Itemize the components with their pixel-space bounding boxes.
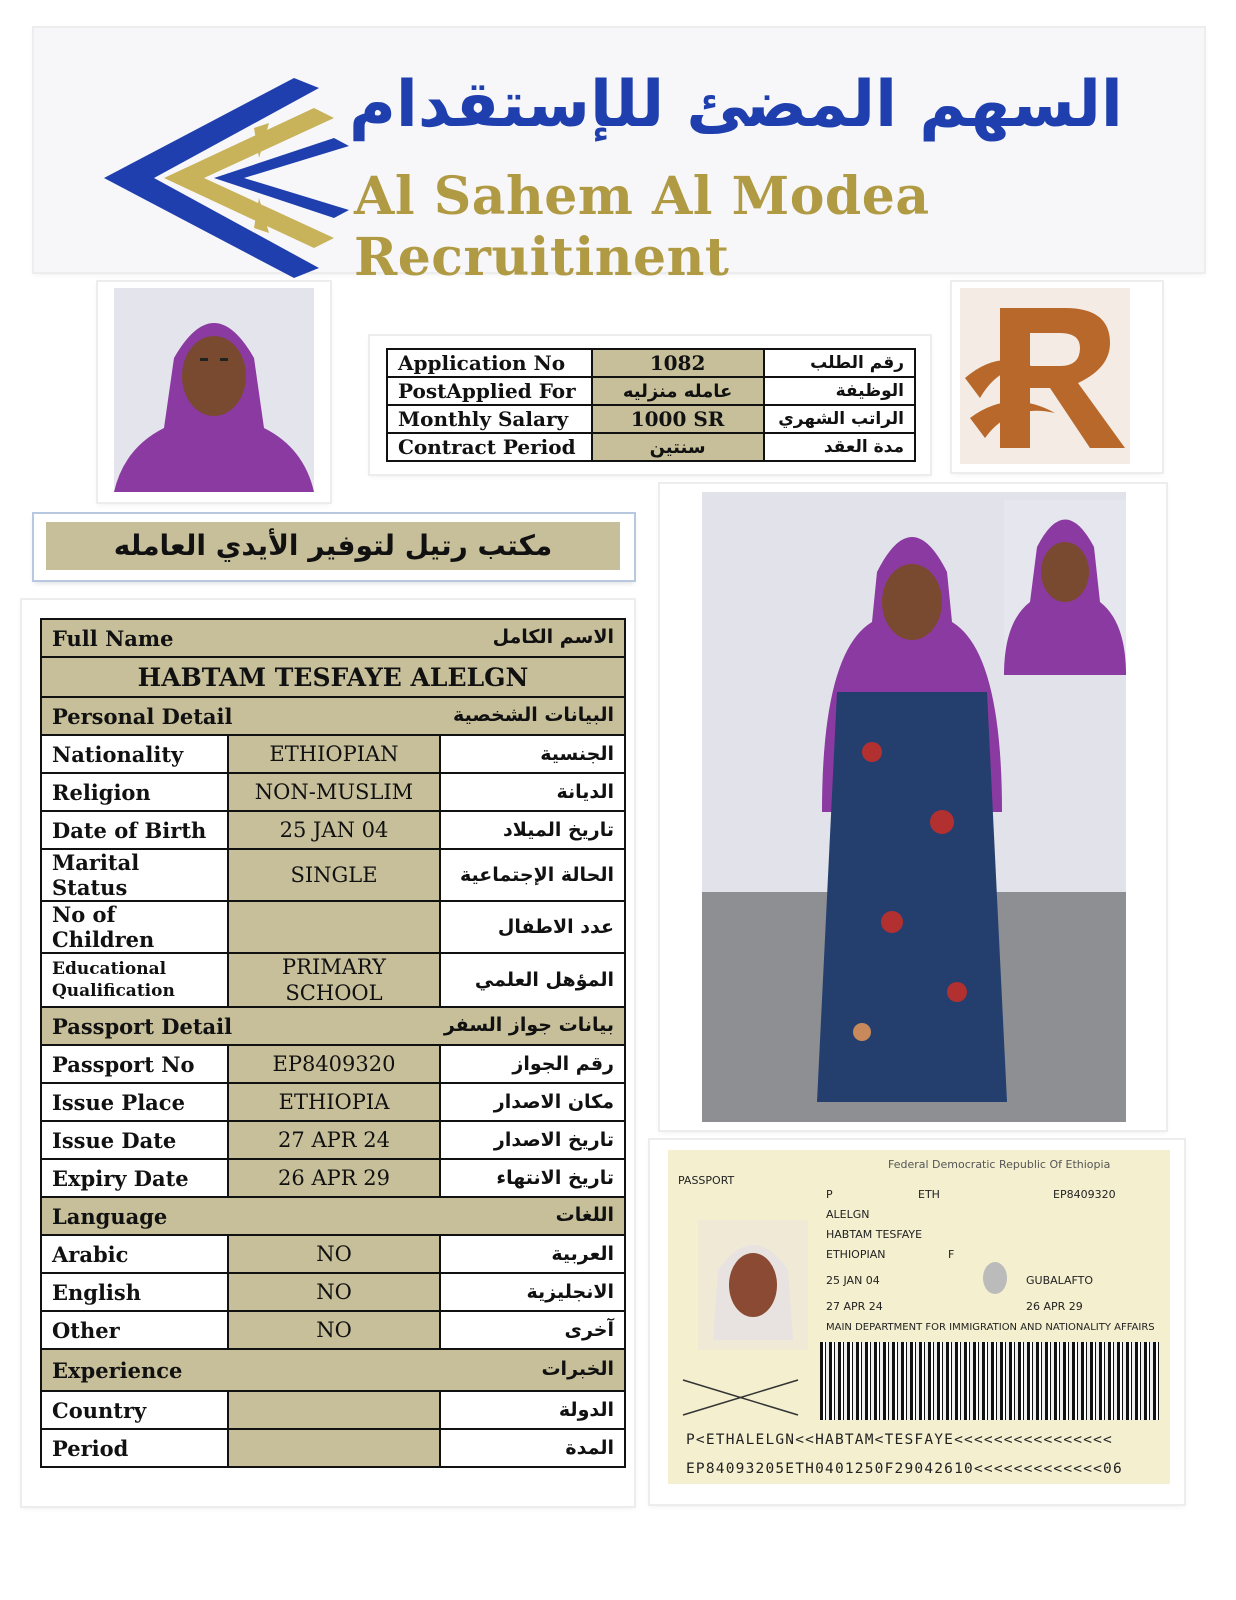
table-row <box>41 1311 625 1349</box>
passport-mrz-line1: P<ETHALELGN<<HABTAM<TESFAYE<<<<<<<<<<<<<<<< <box>686 1432 1113 1448</box>
marital-status-label: Marital Status <box>41 849 228 901</box>
religion-label: Religion <box>41 773 228 811</box>
section-header-language <box>41 1197 625 1235</box>
full-name-row <box>41 657 625 697</box>
candidate-portrait-frame <box>98 282 330 502</box>
post-applied-value: عامله منزليه <box>592 377 764 405</box>
passport-ghost-photo <box>973 1250 1017 1310</box>
office-logo-r-icon <box>960 288 1130 464</box>
table-row <box>41 1159 625 1197</box>
application-info-table <box>386 348 916 462</box>
table-row <box>387 349 915 377</box>
passport-scan <box>668 1150 1170 1484</box>
company-name-english: Al Sahem Al Modea Recruitinent <box>354 166 930 288</box>
company-name-arabic: السهم المضئ للإستقدام <box>349 68 1123 142</box>
passport-authority: MAIN DEPARTMENT FOR IMMIGRATION AND NATIONALITY AFFAIRS <box>826 1322 1155 1333</box>
nationality-label-ar: الجنسية <box>440 735 625 773</box>
passport-sex: F <box>948 1248 955 1261</box>
nationality-value: ETHIOPIAN <box>228 735 440 773</box>
application-no-value: 1082 <box>592 349 764 377</box>
table-row <box>387 405 915 433</box>
passport-detail-label: Passport Detail <box>52 1013 233 1039</box>
office-banner <box>34 514 634 580</box>
full-name-label-ar: الاسم الكامل <box>492 625 614 648</box>
passport-nationality: ETHIOPIAN <box>826 1248 886 1261</box>
arabic-label-ar: العربية <box>440 1235 625 1273</box>
passport-no-label: Passport No <box>41 1045 228 1083</box>
experience-label-ar: الخبرات <box>541 1357 614 1380</box>
language-label: Language <box>52 1203 168 1229</box>
passport-expiry-date: 26 APR 29 <box>1026 1300 1083 1313</box>
table-row <box>41 811 625 849</box>
education-label-ar: المؤهل العلمي <box>440 953 625 1007</box>
nationality-label: Nationality <box>41 735 228 773</box>
issue-date-label: Issue Date <box>41 1121 228 1159</box>
table-row <box>387 433 915 461</box>
passport-country-line: Federal Democratic Republic Of Ethiopia <box>888 1158 1111 1171</box>
passport-number: EP8409320 <box>1053 1188 1116 1201</box>
personal-detail-label-ar: البيانات الشخصية <box>453 703 614 726</box>
passport-barcode <box>820 1342 1160 1420</box>
marital-status-label-ar: الحالة الإجتماعية <box>440 849 625 901</box>
section-header-passport <box>41 1007 625 1045</box>
issue-date-value: 27 APR 24 <box>228 1121 440 1159</box>
country-value <box>228 1391 440 1429</box>
education-value: PRIMARY SCHOOL <box>228 953 440 1007</box>
table-row <box>41 849 625 901</box>
candidate-full-photo <box>702 492 1126 1122</box>
table-row <box>41 1083 625 1121</box>
issue-place-label: Issue Place <box>41 1083 228 1121</box>
children-value <box>228 901 440 953</box>
period-label-ar: المدة <box>440 1429 625 1467</box>
application-no-label: Application No <box>387 349 592 377</box>
full-name-value: HABTAM TESFAYE ALELGN <box>41 657 625 697</box>
signature-icon <box>678 1370 808 1420</box>
arabic-label: Arabic <box>41 1235 228 1273</box>
contract-period-label-ar: مدة العقد <box>764 433 915 461</box>
table-row <box>41 953 625 1007</box>
section-header-experience <box>41 1349 625 1391</box>
period-label: Period <box>41 1429 228 1467</box>
passport-detail-label-ar: بيانات جواز السفر <box>443 1013 614 1036</box>
passport-type: P <box>826 1188 833 1201</box>
english-value: NO <box>228 1273 440 1311</box>
table-row <box>387 377 915 405</box>
passport-issue-date: 27 APR 24 <box>826 1300 883 1313</box>
expiry-date-value: 26 APR 29 <box>228 1159 440 1197</box>
table-row <box>41 735 625 773</box>
candidate-details-panel <box>22 600 634 1506</box>
marital-status-value: SINGLE <box>228 849 440 901</box>
expiry-date-label: Expiry Date <box>41 1159 228 1197</box>
issue-place-value: ETHIOPIA <box>228 1083 440 1121</box>
issue-place-label-ar: مكان الاصدار <box>440 1083 625 1121</box>
company-header <box>34 28 1204 288</box>
candidate-full-photo-frame <box>660 484 1166 1130</box>
experience-label: Experience <box>52 1357 183 1383</box>
personal-detail-label: Personal Detail <box>52 703 233 729</box>
monthly-salary-value: 1000 SR <box>592 405 764 433</box>
passport-surname: ALELGN <box>826 1208 870 1221</box>
country-label: Country <box>41 1391 228 1429</box>
table-row <box>41 901 625 953</box>
monthly-salary-label: Monthly Salary <box>387 405 592 433</box>
monthly-salary-label-ar: الراتب الشهري <box>764 405 915 433</box>
education-label: Educational Qualification <box>41 953 228 1007</box>
passport-photo <box>698 1220 808 1350</box>
application-info-panel <box>370 336 930 474</box>
table-row <box>41 773 625 811</box>
children-label-ar: عدد الاطفال <box>440 901 625 953</box>
passport-no-label-ar: رقم الجواز <box>440 1045 625 1083</box>
dob-label-ar: تاريخ الميلاد <box>440 811 625 849</box>
english-label: English <box>41 1273 228 1311</box>
passport-mrz-line2: EP84093205ETH0401250F29042610<<<<<<<<<<<<<06 <box>686 1461 1123 1477</box>
contract-period-label: Contract Period <box>387 433 592 461</box>
post-applied-label-ar: الوظيفة <box>764 377 915 405</box>
period-value <box>228 1429 440 1467</box>
issue-date-label-ar: تاريخ الاصدار <box>440 1121 625 1159</box>
passport-place-of-birth: GUBALAFTO <box>1026 1274 1094 1287</box>
english-label-ar: الانجليزية <box>440 1273 625 1311</box>
table-row <box>41 1235 625 1273</box>
expiry-date-label-ar: تاريخ الانتهاء <box>440 1159 625 1197</box>
religion-label-ar: الديانة <box>440 773 625 811</box>
passport-no-value: EP8409320 <box>228 1045 440 1083</box>
dob-label: Date of Birth <box>41 811 228 849</box>
arabic-value: NO <box>228 1235 440 1273</box>
section-header-personal <box>41 697 625 735</box>
passport-code: ETH <box>918 1188 940 1201</box>
table-row <box>41 1045 625 1083</box>
post-applied-label: PostApplied For <box>387 377 592 405</box>
contract-period-value: سنتين <box>592 433 764 461</box>
country-label-ar: الدولة <box>440 1391 625 1429</box>
application-no-label-ar: رقم الطلب <box>764 349 915 377</box>
office-logo-frame <box>952 282 1162 472</box>
table-row <box>41 1429 625 1467</box>
other-language-label: Other <box>41 1311 228 1349</box>
religion-value: NON-MUSLIM <box>228 773 440 811</box>
office-name: مكتب رتيل لتوفير الأيدي العامله <box>46 522 620 570</box>
table-row <box>41 1121 625 1159</box>
language-label-ar: اللغات <box>555 1203 614 1226</box>
full-name-header-row <box>41 619 625 657</box>
passport-doc-label: PASSPORT <box>678 1174 735 1187</box>
full-name-label: Full Name <box>52 625 174 651</box>
candidate-portrait-photo <box>114 288 314 492</box>
other-language-value: NO <box>228 1311 440 1349</box>
arrow-logo-icon <box>94 68 354 288</box>
dob-value: 25 JAN 04 <box>228 811 440 849</box>
table-row <box>41 1273 625 1311</box>
table-row <box>41 1391 625 1429</box>
passport-dob: 25 JAN 04 <box>826 1274 880 1287</box>
candidate-details-table <box>40 618 626 1468</box>
passport-scan-frame <box>650 1140 1184 1504</box>
passport-given-names: HABTAM TESFAYE <box>826 1228 923 1241</box>
children-label: No of Children <box>41 901 228 953</box>
other-language-label-ar: آخرى <box>440 1311 625 1349</box>
